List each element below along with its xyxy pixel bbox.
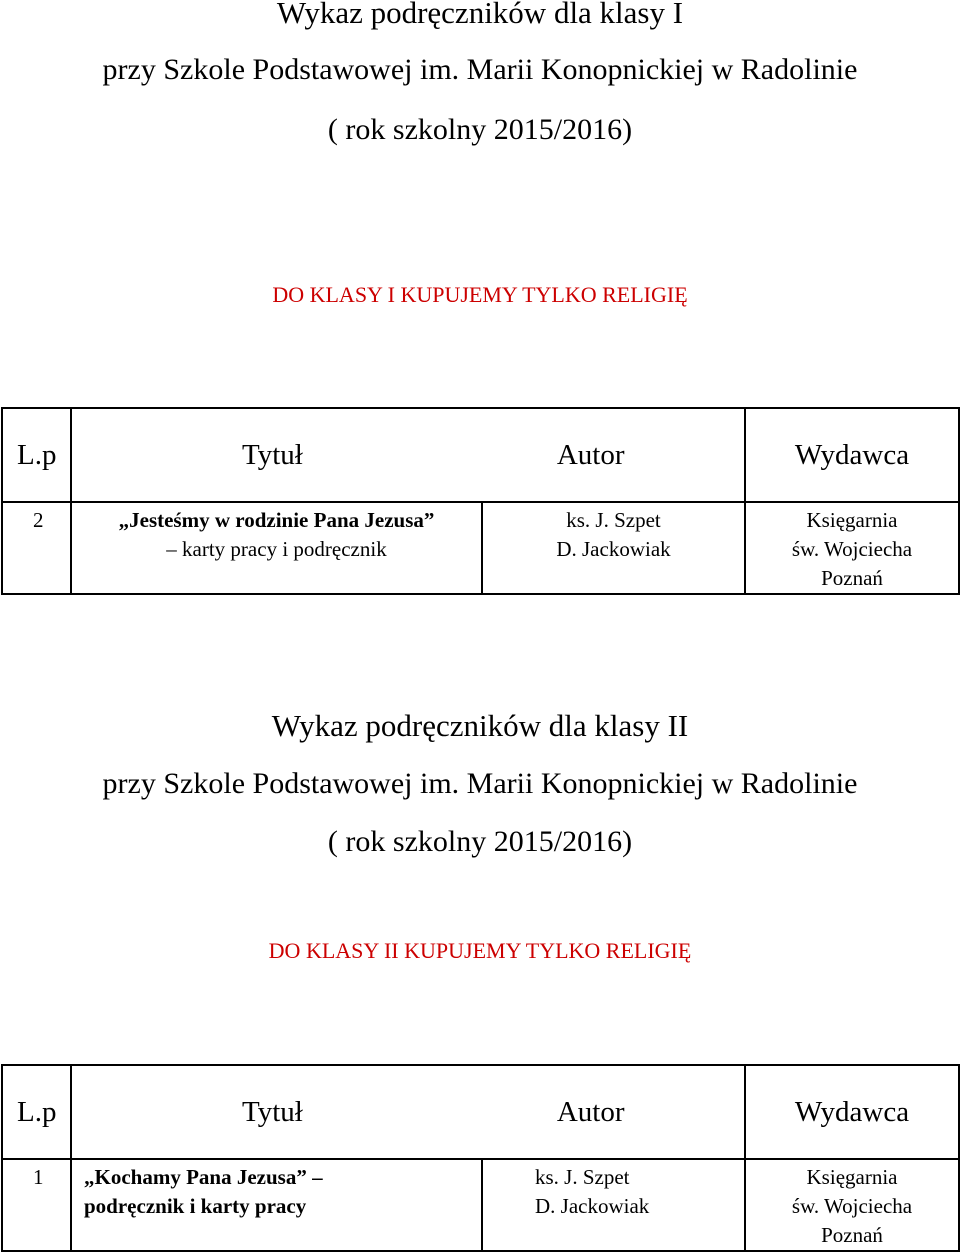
- publisher-line: Poznań: [821, 566, 883, 590]
- table-header-row: [2, 408, 959, 502]
- column-header-publisher: Wydawca: [745, 408, 959, 502]
- book-title-cell: [71, 502, 482, 594]
- section2-notice: DO KLASY II KUPUJEMY TYLKO RELIGIĘ: [268, 938, 692, 963]
- book-title: „Kochamy Pana Jezusa” –: [84, 1165, 323, 1189]
- section1-school-year: ( rok szkolny 2015/2016): [327, 113, 633, 146]
- table-row: [2, 1159, 959, 1251]
- section2-school-name: przy Szkole Podstawowej im. Marii Konopnickiej w Radolinie: [102, 767, 858, 800]
- section1-notice: DO KLASY I KUPUJEMY TYLKO RELIGIĘ: [272, 282, 688, 307]
- column-header-publisher: Wydawca: [745, 1065, 959, 1159]
- author-line: ks. J. Szpet: [566, 508, 661, 532]
- publisher-cell: [745, 502, 959, 594]
- book-title-cell: [71, 1159, 482, 1251]
- publisher-line: św. Wojciecha: [791, 537, 913, 561]
- author-line: D. Jackowiak: [556, 537, 671, 561]
- author-line: D. Jackowiak: [535, 1194, 650, 1218]
- column-header-author: Autor: [556, 439, 625, 471]
- book-subtitle: podręcznik i karty pracy: [84, 1194, 307, 1218]
- publisher-line: Księgarnia: [806, 1165, 898, 1189]
- section2-book-table: [1, 1064, 960, 1252]
- table-header-row: [2, 1065, 959, 1159]
- author-line: ks. J. Szpet: [535, 1165, 630, 1189]
- row-number: 1: [2, 1159, 71, 1251]
- column-header-number: L.p: [2, 1065, 71, 1159]
- publisher-line: św. Wojciecha: [791, 1194, 913, 1218]
- section1-book-table: [1, 407, 960, 595]
- book-title: „Jesteśmy w rodzinie Pana Jezusa”: [118, 508, 435, 532]
- section1-heading: Wykaz podręczników dla klasy I: [276, 0, 684, 30]
- section2-school-year: ( rok szkolny 2015/2016): [327, 825, 633, 858]
- publisher-line: Poznań: [821, 1223, 883, 1247]
- column-header-title: Tytuł Autor: [71, 1065, 745, 1159]
- table-row: [2, 502, 959, 594]
- publisher-line: Księgarnia: [806, 508, 898, 532]
- publisher-cell: [745, 1159, 959, 1251]
- column-header-number: L.p: [2, 408, 71, 502]
- book-subtitle: – karty pracy i podręcznik: [166, 537, 387, 561]
- section1-school-name: przy Szkole Podstawowej im. Marii Konopnickiej w Radolinie: [102, 53, 858, 86]
- column-header-author: Autor: [556, 1096, 625, 1128]
- row-number: 2: [2, 502, 71, 594]
- author-cell: [482, 1159, 745, 1251]
- section2-heading: Wykaz podręczników dla klasy II: [271, 708, 689, 743]
- author-cell: [482, 502, 745, 594]
- column-header-title: Tytuł Autor: [71, 408, 745, 502]
